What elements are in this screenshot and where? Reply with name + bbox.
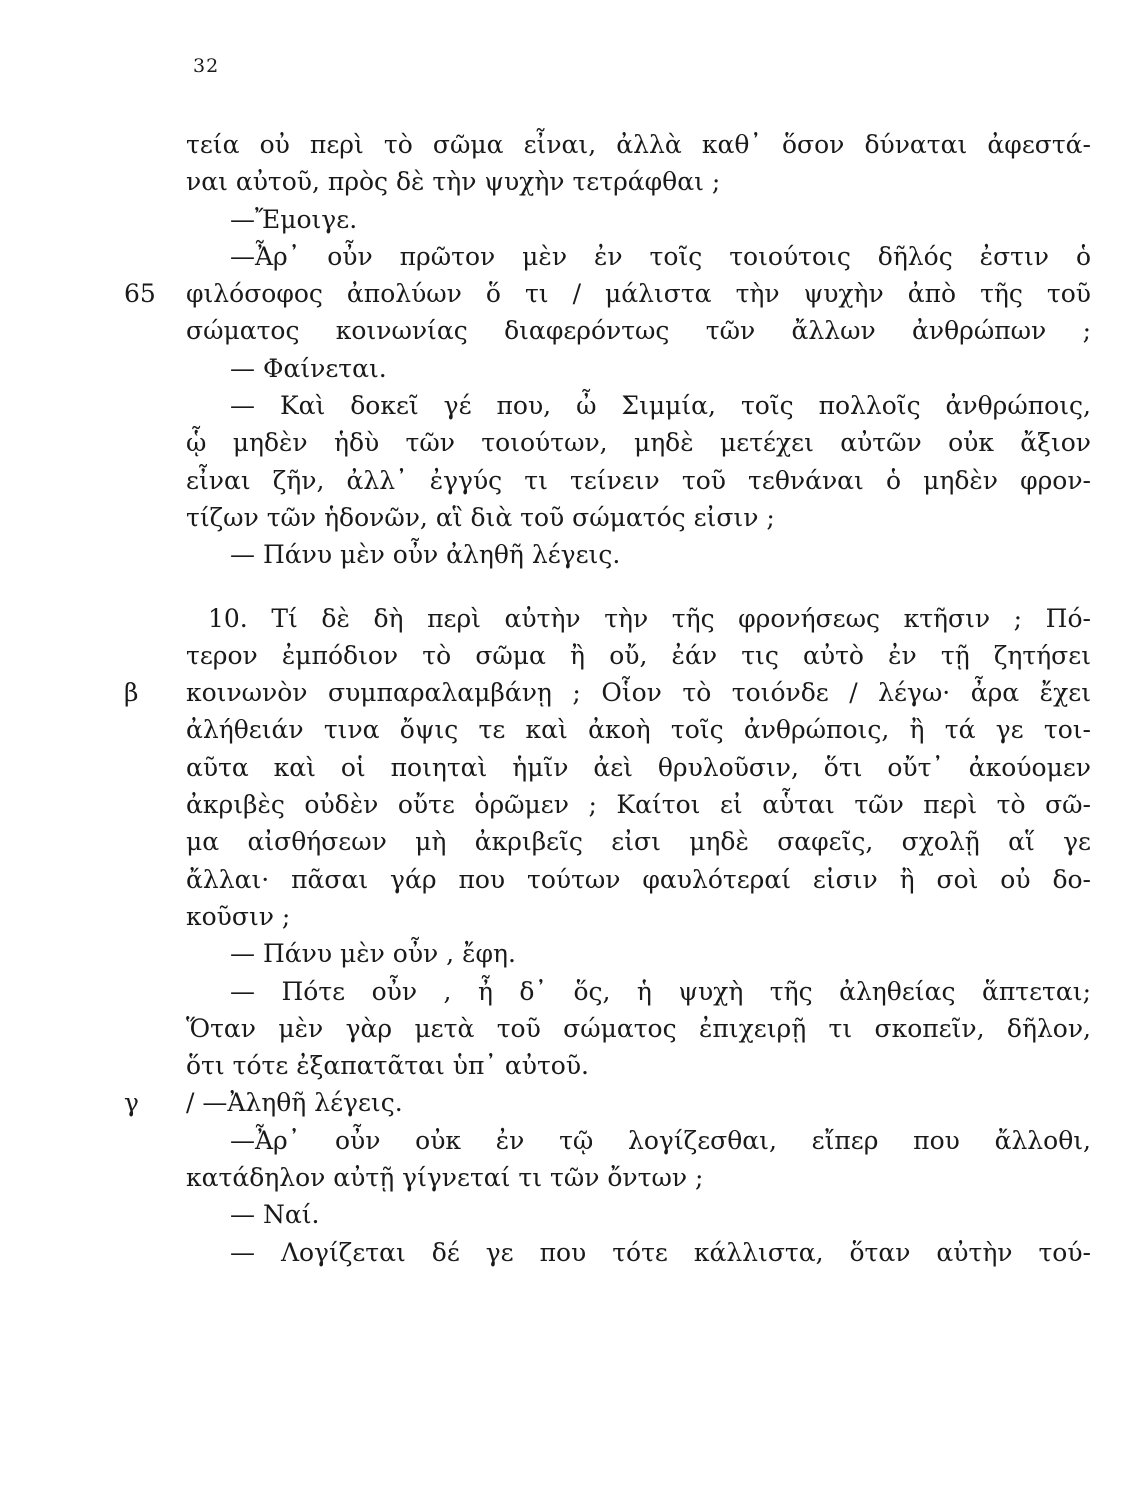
line-text: — Πάνυ μὲν οὖν ἀληθῆ λέγεις. [230, 540, 621, 570]
line-text: φιλόσοφος ἀπολύων ὅ τι / μάλιστα τὴν ψυχὴν ἀπὸ τῆς τοῦ [186, 279, 1091, 309]
text-line [186, 312, 1091, 349]
line-text: — Πότε οὖν , ἦ δ᾽ ὅς, ἡ ψυχὴ τῆς ἀληθείας ἅπτεται; [230, 976, 1091, 1006]
text-line [186, 387, 1091, 424]
text-line [124, 1084, 1091, 1121]
text-line [186, 823, 1091, 860]
margin-section-marker: γ [124, 1088, 139, 1118]
line-text: — Φαίνεται. [230, 353, 387, 383]
margin-section-marker: β [124, 678, 139, 708]
line-text: ἀκριβὲς οὐδὲν οὔτε ὁρῶμεν ; Καίτοι εἰ αὗται τῶν περὶ τὸ σῶ- [186, 790, 1091, 820]
text-line [186, 238, 1091, 275]
text-line [186, 898, 1091, 935]
text-line [186, 861, 1091, 898]
text-line [186, 1122, 1091, 1159]
text-line [186, 1047, 1091, 1084]
line-text: τερον ἐμπόδιον τὸ σῶμα ἢ οὔ, ἐάν τις αὐτὸ ἐν τῇ ζητήσει [186, 640, 1091, 670]
line-text: —Ἆρ᾽ οὖν οὐκ ἐν τῷ λογίζεσθαι, εἴπερ που ἄλλοθι, [230, 1125, 1091, 1155]
text-line [186, 499, 1091, 536]
text-line [186, 600, 1091, 637]
line-text: κοινωνὸν συμπαραλαμβάνῃ ; Οἷον τὸ τοιόνδε / λέγω· ἆρα ἔχει [186, 678, 1091, 708]
line-text: — Ναί. [230, 1200, 320, 1230]
line-text: — Καὶ δοκεῖ γέ που, ὦ Σιμμία, τοῖς πολλοῖς ἀνθρώποις, [230, 391, 1091, 421]
text-line [186, 126, 1091, 163]
text-line [186, 786, 1091, 823]
text-line [186, 749, 1091, 786]
line-text: Ὅταν μὲν γὰρ μετὰ τοῦ σώματος ἐπιχειρῇ τι σκοπεῖν, δῆλον, [186, 1013, 1091, 1043]
line-text: ἄλλαι· πᾶσαι γάρ που τούτων φαυλότεραί εἰσιν ἢ σοὶ οὐ δο- [186, 864, 1091, 894]
text-line [186, 1010, 1091, 1047]
text-line [186, 711, 1091, 748]
text-line [186, 973, 1091, 1010]
margin-line-number: 65 [124, 279, 156, 309]
line-text: τίζων τῶν ἡδονῶν, αἳ διὰ τοῦ σώματός εἰσιν ; [186, 502, 775, 532]
text-line [186, 462, 1091, 499]
line-text: ὅτι τότε ἐξαπατᾶται ὑπ᾽ αὐτοῦ. [186, 1051, 589, 1081]
line-text: μα αἰσθήσεων μὴ ἀκριβεῖς εἰσι μηδὲ σαφεῖς, σχολῇ αἵ γε [186, 827, 1091, 857]
line-text: — Πάνυ μὲν οὖν , ἔφη. [230, 939, 516, 969]
line-text: ναι αὐτοῦ, πρὸς δὲ τὴν ψυχὴν τετράφθαι ; [186, 167, 721, 197]
text-line [186, 163, 1091, 200]
text-block [124, 126, 1091, 1271]
text-line [186, 1196, 1091, 1233]
line-text: κατάδηλον αὐτῇ γίγνεταί τι τῶν ὄντων ; [186, 1163, 704, 1193]
text-line [186, 201, 1091, 238]
text-line [124, 275, 1091, 312]
text-line [186, 637, 1091, 674]
line-text: —Ἔμοιγε. [230, 204, 358, 234]
text-line [186, 1159, 1091, 1196]
text-line [186, 424, 1091, 461]
line-text: αῦτα καὶ οἱ ποιηταὶ ἡμῖν ἀεὶ θρυλοῦσιν, ὅτι οὔτ᾽ ἀκούομεν [186, 752, 1091, 782]
text-line [186, 536, 1091, 573]
line-text: κοῦσιν ; [186, 901, 291, 931]
text-line [186, 1234, 1091, 1271]
line-text: εἶναι ζῆν, ἀλλ᾽ ἐγγύς τι τείνειν τοῦ τεθνάναι ὁ μηδὲν φρον- [186, 465, 1091, 495]
line-text: / —Ἀληθῆ λέγεις. [186, 1088, 403, 1118]
line-text: 10. Τί δὲ δὴ περὶ αὐτὴν τὴν τῆς φρονήσεως κτῆσιν ; Πό- [208, 603, 1091, 633]
text-line [124, 674, 1091, 711]
line-text: ᾧ μηδὲν ἡδὺ τῶν τοιούτων, μηδὲ μετέχει αὐτῶν οὐκ ἄξιον [186, 428, 1091, 458]
line-text: — Λογίζεται δέ γε που τότε κάλλιστα, ὅταν αὐτὴν τού- [230, 1237, 1091, 1267]
line-text: ἀλήθειάν τινα ὄψις τε καὶ ἀκοὴ τοῖς ἀνθρώποις, ἢ τά γε τοι- [186, 715, 1091, 745]
line-text: τεία οὐ περὶ τὸ σῶμα εἶναι, ἀλλὰ καθ᾽ ὅσον δύναται ἀφεστά- [186, 130, 1091, 159]
line-text: —Ἆρ᾽ οὖν πρῶτον μὲν ἐν τοῖς τοιούτοις δῆλός ἐστιν ὁ [230, 241, 1091, 271]
line-text: σώματος κοινωνίας διαφερόντως τῶν ἄλλων ἀνθρώπων ; [186, 316, 1091, 346]
text-line [186, 935, 1091, 972]
page-number: 32 [193, 55, 220, 77]
text-line [186, 350, 1091, 387]
